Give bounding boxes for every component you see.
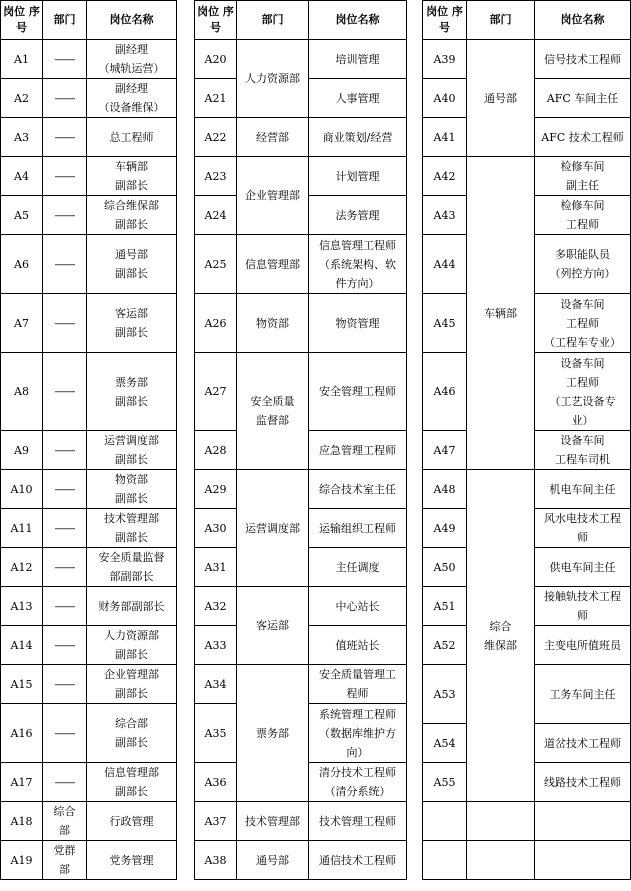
row-name: 培训管理 — [309, 40, 407, 79]
empty-cell — [467, 841, 535, 880]
row-id: A15 — [1, 665, 43, 704]
row-name: 综合技术室主任 — [309, 470, 407, 509]
empty-cell — [467, 802, 535, 841]
row-name: 票务部 副部长 — [87, 353, 177, 431]
row-dept: —— — [43, 157, 87, 196]
row-id: A10 — [1, 470, 43, 509]
row-id: A12 — [1, 548, 43, 587]
row-id: A24 — [195, 196, 237, 235]
row-id: A32 — [195, 587, 237, 626]
row-id: A6 — [1, 235, 43, 294]
row-id: A3 — [1, 118, 43, 157]
row-name: 机电车间主任 — [535, 470, 631, 509]
row-name: 安全管理工程师 — [309, 353, 407, 431]
table-row — [1, 196, 177, 235]
row-name: 计划管理 — [309, 157, 407, 196]
row-dept: —— — [43, 626, 87, 665]
table-row — [195, 294, 407, 353]
row-name: 安全质量管理工 程师 — [309, 665, 407, 704]
row-dept: —— — [43, 294, 87, 353]
row-name: 接触轨技术工程 师 — [535, 587, 631, 626]
table-row — [1, 548, 177, 587]
row-id: A27 — [195, 353, 237, 431]
header-dept: 部门 — [467, 1, 535, 40]
table-row — [1, 802, 177, 841]
row-name: 工务车间主任 — [535, 665, 631, 724]
table-left — [0, 0, 177, 880]
table-row-empty — [423, 802, 631, 841]
row-id: A5 — [1, 196, 43, 235]
table-row — [1, 587, 177, 626]
row-name: 设备车间 工程师 （工艺设备专 业） — [535, 353, 631, 431]
dept-maint: 综合 维保部 — [467, 470, 535, 802]
dept-dispatch: 运营调度部 — [237, 470, 309, 587]
row-id: A2 — [1, 79, 43, 118]
row-dept: —— — [43, 470, 87, 509]
table-row — [1, 118, 177, 157]
row-id: A29 — [195, 470, 237, 509]
row-name: 副经理 （设备维保） — [87, 79, 177, 118]
table-row — [1, 665, 177, 704]
row-name: AFC 车间主任 — [535, 79, 631, 118]
row-id: A11 — [1, 509, 43, 548]
row-id: A46 — [423, 353, 467, 431]
row-name: 系统管理工程师 （数据库维护方 向） — [309, 704, 407, 763]
row-id: A51 — [423, 587, 467, 626]
dept-ops: 经营部 — [237, 118, 309, 157]
empty-cell — [535, 841, 631, 880]
row-id: A33 — [195, 626, 237, 665]
header-row — [1, 1, 177, 40]
row-id: A26 — [195, 294, 237, 353]
row-name: 行政管理 — [87, 802, 177, 841]
header-name: 岗位名称 — [87, 1, 177, 40]
header-seq: 岗位 序号 — [1, 1, 43, 40]
row-name: 设备车间 工程师 （工程车专业） — [535, 294, 631, 353]
row-name: 供电车间主任 — [535, 548, 631, 587]
row-name: 主任调度 — [309, 548, 407, 587]
dept-info: 信息管理部 — [237, 235, 309, 294]
row-dept: —— — [43, 704, 87, 763]
row-id: A22 — [195, 118, 237, 157]
row-name: 多职能队员 （列控方向） — [535, 235, 631, 294]
table-middle — [194, 0, 407, 880]
row-id: A23 — [195, 157, 237, 196]
row-dept: —— — [43, 509, 87, 548]
table-row-empty — [423, 841, 631, 880]
empty-cell — [423, 841, 467, 880]
row-id: A8 — [1, 353, 43, 431]
row-id: A52 — [423, 626, 467, 665]
row-name: 车辆部 副部长 — [87, 157, 177, 196]
header-row — [195, 1, 407, 40]
table-row — [1, 294, 177, 353]
row-dept: 党群 部 — [43, 841, 87, 880]
row-id: A25 — [195, 235, 237, 294]
dept-safety: 安全质量 监督部 — [237, 353, 309, 470]
row-dept: 综合 部 — [43, 802, 87, 841]
table-row — [195, 157, 407, 196]
row-id: A47 — [423, 431, 467, 470]
row-dept: —— — [43, 353, 87, 431]
row-name: 综合维保部 副部长 — [87, 196, 177, 235]
row-name: 党务管理 — [87, 841, 177, 880]
table-row — [423, 470, 631, 509]
row-dept: —— — [43, 763, 87, 802]
row-id: A37 — [195, 802, 237, 841]
row-id: A4 — [1, 157, 43, 196]
row-dept: —— — [43, 548, 87, 587]
row-name: 设备车间 工程车司机 — [535, 431, 631, 470]
row-name: 财务部副部长 — [87, 587, 177, 626]
row-id: A30 — [195, 509, 237, 548]
row-name: 物资管理 — [309, 294, 407, 353]
table-row — [195, 587, 407, 626]
row-dept: —— — [43, 118, 87, 157]
table-row — [195, 118, 407, 157]
row-name: 通信技术工程师 — [309, 841, 407, 880]
row-id: A20 — [195, 40, 237, 79]
row-dept: —— — [43, 665, 87, 704]
row-name: 主变电所值班员 — [535, 626, 631, 665]
row-name: 信号技术工程师 — [535, 40, 631, 79]
dept-ticket: 票务部 — [237, 665, 309, 802]
header-dept: 部门 — [237, 1, 309, 40]
row-id: A34 — [195, 665, 237, 704]
row-name: 清分技术工程师 （清分系统） — [309, 763, 407, 802]
row-id: A9 — [1, 431, 43, 470]
row-name: 副经理 （城轨运营） — [87, 40, 177, 79]
row-dept: —— — [43, 431, 87, 470]
empty-cell — [535, 802, 631, 841]
row-name: 值班站长 — [309, 626, 407, 665]
header-dept: 部门 — [43, 1, 87, 40]
table-row — [1, 157, 177, 196]
empty-cell — [423, 802, 467, 841]
table-row — [423, 157, 631, 196]
header-row — [423, 1, 631, 40]
row-id: A16 — [1, 704, 43, 763]
header-name: 岗位名称 — [535, 1, 631, 40]
dept-signal: 通号部 — [237, 841, 309, 880]
row-id: A42 — [423, 157, 467, 196]
table-row — [1, 235, 177, 294]
row-id: A13 — [1, 587, 43, 626]
row-dept: —— — [43, 40, 87, 79]
row-id: A40 — [423, 79, 467, 118]
table-row — [1, 704, 177, 763]
row-name: 信息管理工程师 （系统架构、软 件方向） — [309, 235, 407, 294]
row-name: 人事管理 — [309, 79, 407, 118]
dept-tech: 技术管理部 — [237, 802, 309, 841]
row-name: 技术管理工程师 — [309, 802, 407, 841]
dept-mat: 物资部 — [237, 294, 309, 353]
row-id: A28 — [195, 431, 237, 470]
header-seq: 岗位 序号 — [195, 1, 237, 40]
header-seq: 岗位 序号 — [423, 1, 467, 40]
dept-ent: 企业管理部 — [237, 157, 309, 235]
row-name: 检修车间 工程师 — [535, 196, 631, 235]
row-id: A14 — [1, 626, 43, 665]
row-id: A1 — [1, 40, 43, 79]
table-row — [195, 235, 407, 294]
row-dept: —— — [43, 196, 87, 235]
dept-hr: 人力资源部 — [237, 40, 309, 118]
row-id: A21 — [195, 79, 237, 118]
table-row — [1, 470, 177, 509]
row-id: A50 — [423, 548, 467, 587]
row-dept: —— — [43, 587, 87, 626]
table-row — [195, 353, 407, 431]
row-name: 安全质量监督 部副部长 — [87, 548, 177, 587]
table-row — [1, 431, 177, 470]
row-id: A19 — [1, 841, 43, 880]
row-id: A41 — [423, 118, 467, 157]
row-name: 企业管理部 副部长 — [87, 665, 177, 704]
dept-vehicle: 车辆部 — [467, 157, 535, 470]
row-name: 人力资源部 副部长 — [87, 626, 177, 665]
row-id: A55 — [423, 763, 467, 802]
table-row — [1, 841, 177, 880]
table-row — [195, 802, 407, 841]
row-name: 运营调度部 副部长 — [87, 431, 177, 470]
row-id: A43 — [423, 196, 467, 235]
row-name: 技术管理部 副部长 — [87, 509, 177, 548]
row-id: A36 — [195, 763, 237, 802]
row-id: A38 — [195, 841, 237, 880]
table-row — [1, 40, 177, 79]
table-row — [195, 665, 407, 704]
table-row — [195, 841, 407, 880]
row-name: 应急管理工程师 — [309, 431, 407, 470]
row-dept: —— — [43, 79, 87, 118]
row-dept: —— — [43, 235, 87, 294]
row-name: 物资部 副部长 — [87, 470, 177, 509]
row-id: A54 — [423, 724, 467, 763]
table-row — [423, 40, 631, 79]
row-id: A17 — [1, 763, 43, 802]
row-name: 总工程师 — [87, 118, 177, 157]
table-row — [1, 626, 177, 665]
row-id: A44 — [423, 235, 467, 294]
row-name: 商业策划/经营 — [309, 118, 407, 157]
row-name: 通号部 副部长 — [87, 235, 177, 294]
table-row — [1, 509, 177, 548]
row-id: A7 — [1, 294, 43, 353]
row-name: 信息管理部 副部长 — [87, 763, 177, 802]
row-id: A48 — [423, 470, 467, 509]
table-row — [195, 470, 407, 509]
row-id: A53 — [423, 665, 467, 724]
row-name: 风水电技术工程 师 — [535, 509, 631, 548]
dept-signal: 通号部 — [467, 40, 535, 157]
row-name: 法务管理 — [309, 196, 407, 235]
row-id: A35 — [195, 704, 237, 763]
header-name: 岗位名称 — [309, 1, 407, 40]
row-id: A45 — [423, 294, 467, 353]
row-name: AFC 技术工程师 — [535, 118, 631, 157]
row-name: 综合部 副部长 — [87, 704, 177, 763]
table-row — [195, 40, 407, 79]
row-name: 客运部 副部长 — [87, 294, 177, 353]
dept-passenger: 客运部 — [237, 587, 309, 665]
table-right — [422, 0, 631, 880]
table-row — [1, 763, 177, 802]
row-name: 中心站长 — [309, 587, 407, 626]
row-id: A39 — [423, 40, 467, 79]
table-row — [1, 353, 177, 431]
table-row — [1, 79, 177, 118]
row-name: 运输组织工程师 — [309, 509, 407, 548]
row-name: 检修车间 副主任 — [535, 157, 631, 196]
row-name: 道岔技术工程师 — [535, 724, 631, 763]
row-id: A49 — [423, 509, 467, 548]
row-id: A31 — [195, 548, 237, 587]
row-id: A18 — [1, 802, 43, 841]
row-name: 线路技术工程师 — [535, 763, 631, 802]
